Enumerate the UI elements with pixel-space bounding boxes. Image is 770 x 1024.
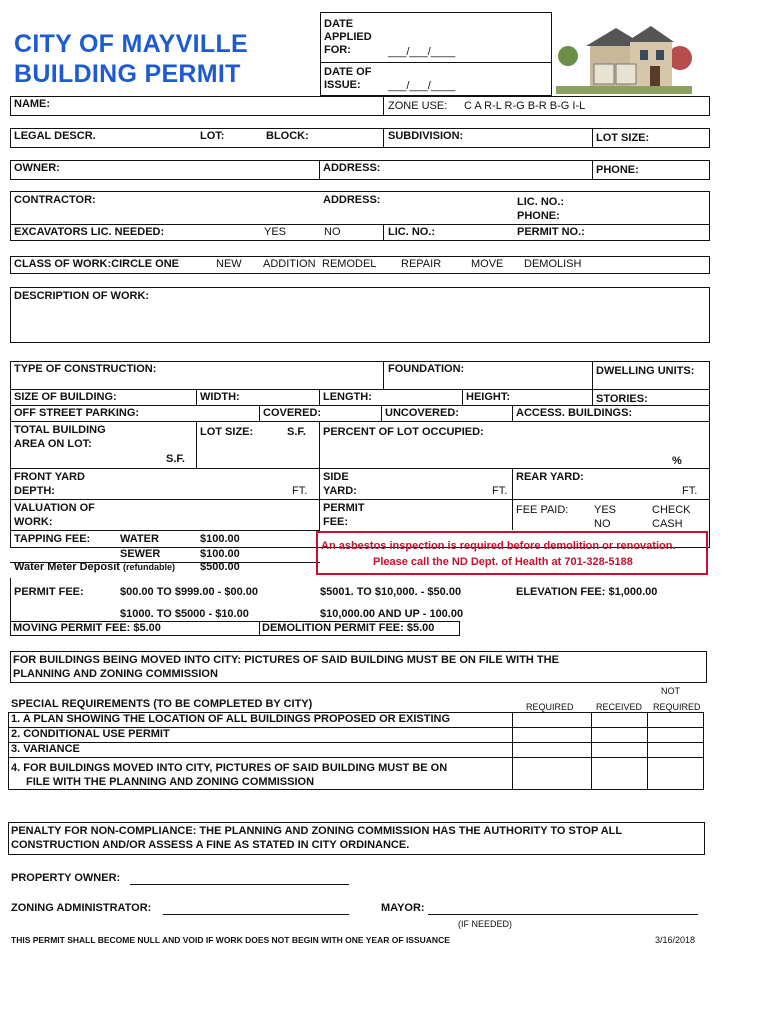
sewer-label: SEWER [120, 548, 161, 560]
fee-tier-3: $5001. TO $10,000. - $50.00 [320, 586, 462, 598]
permit-no-label: PERMIT NO.: [517, 226, 585, 238]
elevation-fee: ELEVATION FEE: $1,000.00 [516, 586, 658, 598]
special-item-4: 4. FOR BUILDINGS MOVED INTO CITY, PICTURES OF SAID BUILDING MUST BE ON [11, 762, 448, 774]
penalty-line-2: CONSTRUCTION AND/OR ASSESS A FINE AS STATED IN CITY ORDINANCE. [11, 839, 410, 851]
block-label: BLOCK: [266, 130, 309, 142]
name-row [10, 96, 710, 116]
water-meter-label: Water Meter Deposit (refundable) [14, 561, 176, 573]
work-label: WORK: [14, 516, 53, 528]
permit-fee-label-2: FEE: [323, 516, 349, 528]
special-heading: SPECIAL REQUIREMENTS (TO BE COMPLETED BY CITY) [11, 698, 313, 710]
side-yard-label: YARD: [323, 485, 357, 497]
uncovered-label: UNCOVERED: [385, 407, 459, 419]
footer-note: THIS PERMIT SHALL BECOME NULL AND VOID IF WORK DOES NOT BEGIN WITH ONE YEAR OF ISSUANCE [11, 935, 450, 945]
title-line-2: BUILDING PERMIT [14, 60, 241, 88]
dwelling-units-label: DWELLING UNITS: [596, 365, 695, 377]
subdivision-label: SUBDIVISION: [388, 130, 464, 142]
covered-label: COVERED: [263, 407, 322, 419]
moved-note-line-1: FOR BUILDINGS BEING MOVED INTO CITY: PICTURES OF SAID BUILDING MUST BE ON FILE WITH THE [13, 654, 559, 666]
side-label: SIDE [323, 471, 349, 483]
moving-fee: MOVING PERMIT FEE: $5.00 [13, 622, 161, 634]
description-label: DESCRIPTION OF WORK: [14, 290, 150, 302]
lot-label: LOT: [200, 130, 225, 142]
rear-yard-label: REAR YARD: [516, 471, 584, 483]
property-owner-label: PROPERTY OWNER: [11, 872, 121, 884]
special-item-1: 1. A PLAN SHOWING THE LOCATION OF ALL BUILDINGS PROPOSED OR EXISTING [11, 713, 451, 725]
depth-label: DEPTH: [14, 485, 55, 497]
property-owner-signature-line[interactable] [130, 870, 349, 885]
mayor-label: MAYOR: [381, 902, 425, 914]
fee-tier-1: $00.00 TO $999.00 - $00.00 [120, 586, 259, 598]
area-on-lot-label: AREA ON LOT: [14, 438, 92, 450]
class-remodel[interactable]: REMODEL [322, 258, 377, 270]
front-yard-label: FRONT YARD [14, 471, 85, 483]
zoning-admin-signature-line[interactable] [163, 900, 349, 915]
owner-address-label: ADDRESS: [323, 162, 381, 174]
water-amount: $100.00 [200, 533, 240, 545]
fee-paid-label: FEE PAID: [516, 504, 569, 516]
class-of-work-label: CLASS OF WORK:CIRCLE ONE [14, 258, 179, 270]
class-repair[interactable]: REPAIR [401, 258, 442, 270]
stories-label: STORIES: [596, 393, 648, 405]
percent-occupied-label: PERCENT OF LOT OCCUPIED: [323, 426, 484, 438]
width-label: WIDTH: [200, 391, 240, 403]
percent-sign: % [672, 455, 682, 467]
front-ft-label: FT. [292, 485, 308, 497]
area-sf-label: S.F. [166, 453, 185, 465]
tapping-fee-label: TAPPING FEE: [14, 533, 91, 545]
size-building-label: SIZE OF BUILDING: [14, 391, 117, 403]
type-construction-label: TYPE OF CONSTRUCTION: [14, 363, 157, 375]
contractor-phone-label: PHONE: [517, 210, 560, 222]
name-label: NAME: [14, 98, 51, 110]
excavators-yes[interactable]: YES [264, 226, 287, 238]
title-line-1: CITY OF MAYVILLE [14, 30, 248, 58]
excavators-lic-label: LIC. NO.: [388, 226, 436, 238]
legal-descr-label: LEGAL DESCR. [14, 130, 96, 142]
fee-paid-yes[interactable]: YES [594, 504, 617, 516]
owner-label: OWNER: [14, 162, 60, 174]
class-move[interactable]: MOVE [471, 258, 504, 270]
zone-use-options[interactable]: C A R-L R-G B-R B-G I-L [464, 100, 586, 112]
contractor-lic-label: LIC. NO.: [517, 196, 565, 208]
rear-ft-label: FT. [682, 485, 698, 497]
date-applied-field[interactable]: ___/___/____ [388, 46, 456, 58]
fee-tier-2: $1000. TO $5000 - $10.00 [120, 608, 249, 620]
valuation-label: VALUATION OF [14, 502, 95, 514]
demolition-fee: DEMOLITION PERMIT FEE: $5.00 [262, 622, 435, 634]
col-required: REQUIRED [526, 702, 574, 712]
excavators-label: EXCAVATORS LIC. NEEDED: [14, 226, 165, 238]
asbestos-line-2: Please call the ND Dept. of Health at 701-328-5188 [373, 556, 633, 568]
contractor-label: CONTRACTOR: [14, 194, 96, 206]
col-not: NOT [661, 686, 680, 696]
date-issue-field[interactable]: ___/___/____ [388, 80, 456, 92]
special-item-3: 3. VARIANCE [11, 743, 80, 755]
col-not-required: REQUIRED [653, 702, 701, 712]
sewer-amount: $100.00 [200, 548, 240, 560]
fee-tier-4: $10,000.00 AND UP - 100.00 [320, 608, 464, 620]
house-image [556, 16, 692, 94]
footer-date: 3/16/2018 [655, 935, 696, 945]
date-applied-label: DATE APPLIED FOR: [324, 18, 372, 56]
lot-size-sf-label: S.F. [287, 426, 306, 438]
special-item-2: 2. CONDITIONAL USE PERMIT [11, 728, 170, 740]
access-buildings-label: ACCESS. BUILDINGS: [516, 407, 633, 419]
zone-use-label: ZONE USE: [388, 100, 448, 112]
fee-paid-no[interactable]: NO [594, 518, 611, 530]
class-demolish[interactable]: DEMOLISH [524, 258, 582, 270]
height-label: HEIGHT: [466, 391, 510, 403]
off-street-label: OFF STREET PARKING: [14, 407, 140, 419]
col-received: RECEIVED [596, 702, 643, 712]
moved-note-line-2: PLANNING AND ZONING COMMISSION [13, 668, 218, 680]
class-addition[interactable]: ADDITION [263, 258, 316, 270]
penalty-line-1: PENALTY FOR NON-COMPLIANCE: THE PLANNING AND ZONING COMMISSION HAS THE AUTHORITY TO STOP ALL [11, 825, 623, 837]
special-item-4b: FILE WITH THE PLANNING AND ZONING COMMISSION [26, 776, 315, 788]
phone-label: PHONE: [596, 164, 639, 176]
length-label: LENGTH: [323, 391, 372, 403]
excavators-no[interactable]: NO [324, 226, 341, 238]
side-ft-label: FT. [492, 485, 508, 497]
foundation-label: FOUNDATION: [388, 363, 465, 375]
permit-fee-label: PERMIT FEE: [14, 586, 84, 598]
class-new[interactable]: NEW [216, 258, 242, 270]
lot-size-label: LOT SIZE: [596, 132, 650, 144]
contractor-address-label: ADDRESS: [323, 194, 381, 206]
fee-paid-check[interactable]: CHECK [652, 504, 691, 516]
mayor-signature-line[interactable] [428, 900, 698, 915]
lot-size-label-2: LOT SIZE: [200, 426, 254, 438]
date-issue-label: DATE OF ISSUE: [324, 66, 372, 91]
fee-paid-cash[interactable]: CASH [652, 518, 683, 530]
if-needed-label: (IF NEEDED) [458, 919, 512, 929]
asbestos-line-1: An asbestos inspection is required before demolition or renovation. [321, 540, 676, 552]
permit-label: PERMIT [323, 502, 365, 514]
water-meter-amount: $500.00 [200, 561, 240, 573]
total-building-label: TOTAL BUILDING [14, 424, 106, 436]
zoning-admin-label: ZONING ADMINISTRATOR: [11, 902, 152, 914]
water-label: WATER [120, 533, 159, 545]
